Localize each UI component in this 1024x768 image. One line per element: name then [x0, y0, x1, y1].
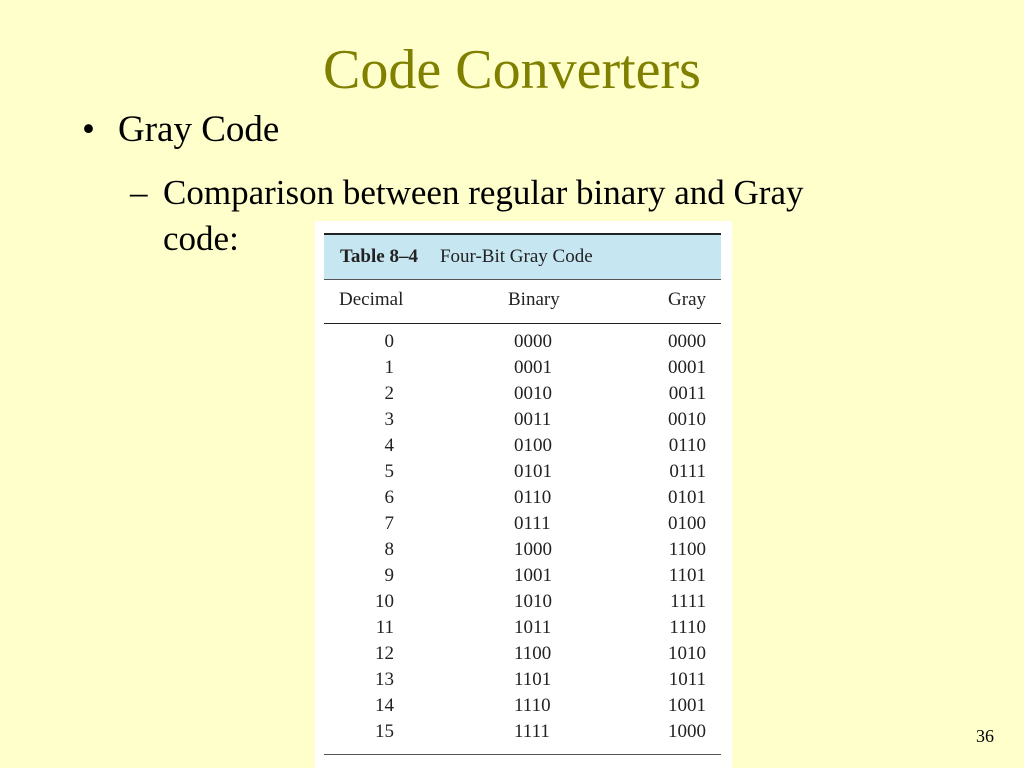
bullet-text: Gray Code: [118, 109, 280, 150]
slide-title: Code Converters: [323, 39, 701, 101]
bullet-marker: •: [82, 109, 95, 150]
table-row: [324, 461, 721, 487]
cell-decimal: 7: [384, 513, 394, 534]
cell-gray: 1111: [670, 591, 706, 612]
table-row: [324, 383, 721, 409]
table-row: [324, 331, 721, 357]
table-row: [324, 643, 721, 669]
cell-gray: 1001: [668, 695, 706, 716]
table-row: [324, 617, 721, 643]
cell-binary: 0101: [514, 461, 552, 482]
cell-binary: 1101: [514, 669, 552, 690]
cell-decimal: 9: [384, 565, 394, 586]
cell-decimal: 4: [384, 435, 394, 456]
cell-decimal: 2: [384, 383, 394, 404]
table-row: [324, 539, 721, 565]
column-header-binary: Binary: [508, 289, 560, 310]
cell-gray: 1100: [668, 539, 706, 560]
table-row: [324, 591, 721, 617]
cell-decimal: 12: [375, 643, 394, 664]
cell-binary: 1010: [514, 591, 552, 612]
table-row: [324, 435, 721, 461]
cell-decimal: 0: [384, 331, 394, 352]
cell-binary: 0010: [514, 383, 552, 404]
column-header-gray: Gray: [668, 289, 706, 310]
table-caption: Four-Bit Gray Code: [439, 246, 593, 267]
cell-gray: 1000: [668, 721, 706, 742]
sub-bullet-text-line2: code:: [163, 218, 239, 258]
cell-decimal: 6: [384, 487, 394, 508]
cell-binary: 0011: [514, 409, 552, 430]
table-bottom-rule: [324, 754, 721, 755]
table-row: [324, 357, 721, 383]
cell-decimal: 5: [384, 461, 394, 482]
table-row: [324, 695, 721, 721]
bullet-gray-code: [82, 108, 279, 152]
cell-binary: 1011: [514, 617, 552, 638]
cell-binary: 0111: [514, 513, 551, 534]
cell-binary: 0000: [514, 331, 552, 352]
cell-binary: 1001: [514, 565, 552, 586]
cell-binary: 0001: [514, 357, 552, 378]
cell-decimal: 14: [375, 695, 394, 716]
cell-gray: 0011: [668, 383, 706, 404]
cell-decimal: 10: [375, 591, 394, 612]
cell-binary: 1111: [514, 721, 550, 742]
cell-decimal: 15: [375, 721, 394, 742]
table-row: [324, 669, 721, 695]
cell-decimal: 8: [384, 539, 394, 560]
gray-code-table: [315, 221, 732, 768]
cell-binary: 1000: [514, 539, 552, 560]
cell-gray: 0010: [668, 409, 706, 430]
cell-gray: 1011: [668, 669, 706, 690]
column-header-decimal: Decimal: [339, 289, 404, 310]
cell-binary: 1110: [514, 695, 551, 716]
cell-binary: 0100: [514, 435, 552, 456]
sub-bullet-text-line1: Comparison between regular binary and Gray: [163, 173, 804, 212]
cell-decimal: 1: [384, 357, 394, 378]
table-row: [324, 565, 721, 591]
table-row: [324, 409, 721, 435]
table-title-band: [324, 233, 721, 279]
cell-gray: 0111: [669, 461, 706, 482]
cell-gray: 0000: [668, 331, 706, 352]
table-row: [324, 487, 721, 513]
table-body: [324, 331, 721, 747]
table-column-headers: [324, 279, 721, 324]
cell-gray: 0100: [668, 513, 706, 534]
cell-gray: 1101: [668, 565, 706, 586]
cell-decimal: 3: [384, 409, 394, 430]
cell-decimal: 11: [375, 617, 394, 638]
page-number: 36: [976, 726, 994, 746]
sub-bullet-marker: –: [130, 173, 148, 212]
cell-binary: 1100: [514, 643, 552, 664]
cell-gray: 0001: [668, 357, 706, 378]
cell-gray: 0110: [668, 435, 706, 456]
table-row: [324, 513, 721, 539]
cell-binary: 0110: [514, 487, 552, 508]
cell-gray: 1010: [668, 643, 706, 664]
cell-gray: 1110: [669, 617, 706, 638]
table-row: [324, 721, 721, 747]
table-label: Table 8–4: [340, 246, 418, 267]
cell-decimal: 13: [375, 669, 394, 690]
cell-gray: 0101: [668, 487, 706, 508]
